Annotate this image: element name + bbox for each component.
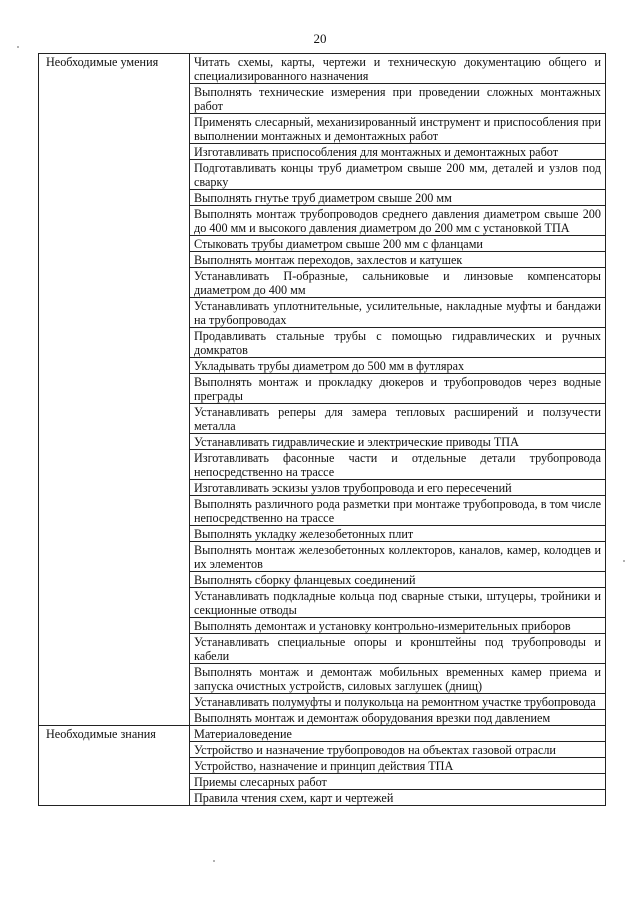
section-title-continuation [39, 190, 190, 206]
section-title-continuation [39, 526, 190, 542]
table-row [39, 634, 606, 664]
table-row [39, 404, 606, 434]
section-title-continuation [39, 84, 190, 114]
section-title-continuation [39, 588, 190, 618]
requirement-item: Устанавливать уплотнительные, усилительные, накладные муфты и бандажи на трубопроводах [190, 298, 606, 328]
section-title-continuation [39, 298, 190, 328]
table-row [39, 84, 606, 114]
section-title-continuation [39, 710, 190, 726]
requirement-item: Изготавливать эскизы узлов трубопровода и его пересечений [190, 480, 606, 496]
section-title-continuation [39, 114, 190, 144]
requirement-item: Выполнять монтаж и демонтаж мобильных временных камер приема и запуска очистных устройств, силовых заглушек (днищ) [190, 664, 606, 694]
requirement-item: Устанавливать реперы для замера тепловых расширений и ползучести металла [190, 404, 606, 434]
section-title-continuation [39, 252, 190, 268]
requirement-item: Устройство и назначение трубопроводов на объектах газовой отрасли [190, 742, 606, 758]
requirement-item: Устанавливать подкладные кольца под сварные стыки, штуцеры, тройники и секционные отводы [190, 588, 606, 618]
section-title-continuation [39, 572, 190, 588]
section-title-continuation [39, 328, 190, 358]
requirement-item: Выполнять различного рода разметки при монтаже трубопровода, в том числе непосредственно на трассе [190, 496, 606, 526]
requirements-table [38, 53, 606, 806]
section-title-continuation [39, 206, 190, 236]
table-row [39, 434, 606, 450]
section-title-continuation [39, 694, 190, 710]
table-row [39, 618, 606, 634]
page-number: 20 [313, 31, 327, 46]
table-row [39, 328, 606, 358]
section-title-continuation [39, 790, 190, 806]
requirement-item: Устанавливать гидравлические и электрические приводы ТПА [190, 434, 606, 450]
section-title-continuation [39, 144, 190, 160]
section-title-continuation [39, 160, 190, 190]
section-title-continuation [39, 404, 190, 434]
section-title-continuation [39, 268, 190, 298]
table-row [39, 726, 606, 742]
table-row [39, 252, 606, 268]
section-title-continuation [39, 434, 190, 450]
scan-speck [17, 46, 19, 48]
table-row [39, 710, 606, 726]
table-row [39, 374, 606, 404]
section-title-continuation [39, 542, 190, 572]
requirement-item: Устройство, назначение и принцип действия ТПА [190, 758, 606, 774]
requirement-item: Устанавливать П-образные, сальниковые и линзовые компенсаторы диаметром до 400 мм [190, 268, 606, 298]
requirement-item: Выполнять технические измерения при проведении сложных монтажных работ [190, 84, 606, 114]
section-title-continuation [39, 480, 190, 496]
requirement-item: Стыковать трубы диаметром свыше 200 мм с фланцами [190, 236, 606, 252]
requirement-item: Устанавливать полумуфты и полукольца на ремонтном участке трубопровода [190, 694, 606, 710]
requirement-item: Выполнять монтаж переходов, захлестов и катушек [190, 252, 606, 268]
table-row [39, 542, 606, 572]
requirements-table-body [39, 54, 606, 806]
section-title-continuation [39, 758, 190, 774]
requirement-item: Устанавливать специальные опоры и кронштейны под трубопроводы и кабели [190, 634, 606, 664]
section-title-continuation [39, 496, 190, 526]
table-row [39, 268, 606, 298]
table-row [39, 572, 606, 588]
requirement-item: Изготавливать приспособления для монтажных и демонтажных работ [190, 144, 606, 160]
requirement-item: Выполнять монтаж и демонтаж оборудования врезки под давлением [190, 710, 606, 726]
requirement-item: Укладывать трубы диаметром до 500 мм в футлярах [190, 358, 606, 374]
table-row [39, 588, 606, 618]
requirement-item: Приемы слесарных работ [190, 774, 606, 790]
section-title-continuation [39, 742, 190, 758]
requirement-item: Применять слесарный, механизированный инструмент и приспособления при выполнении монтажных и демонтажных работ [190, 114, 606, 144]
table-row [39, 480, 606, 496]
table-row [39, 694, 606, 710]
requirement-item: Выполнять демонтаж и установку контрольно-измерительных приборов [190, 618, 606, 634]
table-row [39, 54, 606, 84]
table-row [39, 144, 606, 160]
requirement-item: Выполнять гнутье труб диаметром свыше 200 мм [190, 190, 606, 206]
requirement-item: Выполнять монтаж трубопроводов среднего давления диаметром свыше 200 до 400 мм и высокого давления диаметром до 200 мм с установкой ТПА [190, 206, 606, 236]
section-title-continuation [39, 634, 190, 664]
table-row [39, 160, 606, 190]
requirement-item: Правила чтения схем, карт и чертежей [190, 790, 606, 806]
scan-speck [623, 560, 625, 562]
section-title-continuation [39, 774, 190, 790]
section-title: Необходимые умения [39, 54, 190, 84]
section-title-continuation [39, 450, 190, 480]
table-row [39, 496, 606, 526]
table-row [39, 298, 606, 328]
table-row [39, 358, 606, 374]
table-row [39, 774, 606, 790]
section-title: Необходимые знания [39, 726, 190, 742]
requirement-item: Выполнять монтаж и прокладку дюкеров и трубопроводов через водные преграды [190, 374, 606, 404]
requirement-item: Читать схемы, карты, чертежи и техническую документацию общего и специализированного назначения [190, 54, 606, 84]
table-row [39, 450, 606, 480]
table-row [39, 114, 606, 144]
section-title-continuation [39, 374, 190, 404]
requirement-item: Подготавливать концы труб диаметром свыше 200 мм, деталей и узлов под сварку [190, 160, 606, 190]
section-title-continuation [39, 236, 190, 252]
table-row [39, 742, 606, 758]
requirement-item: Выполнять сборку фланцевых соединений [190, 572, 606, 588]
requirement-item: Выполнять укладку железобетонных плит [190, 526, 606, 542]
section-title-continuation [39, 358, 190, 374]
table-row [39, 190, 606, 206]
table-row [39, 758, 606, 774]
scan-speck [213, 860, 215, 862]
table-row [39, 790, 606, 806]
section-title-continuation [39, 618, 190, 634]
table-row [39, 664, 606, 694]
requirement-item: Изготавливать фасонные части и отдельные детали трубопровода непосредственно на трассе [190, 450, 606, 480]
section-title-continuation [39, 664, 190, 694]
requirement-item: Продавливать стальные трубы с помощью гидравлических и ручных домкратов [190, 328, 606, 358]
requirement-item: Выполнять монтаж железобетонных коллекторов, каналов, камер, колодцев и их элементов [190, 542, 606, 572]
table-row [39, 206, 606, 236]
table-row [39, 526, 606, 542]
table-row [39, 236, 606, 252]
requirement-item: Материаловедение [190, 726, 606, 742]
